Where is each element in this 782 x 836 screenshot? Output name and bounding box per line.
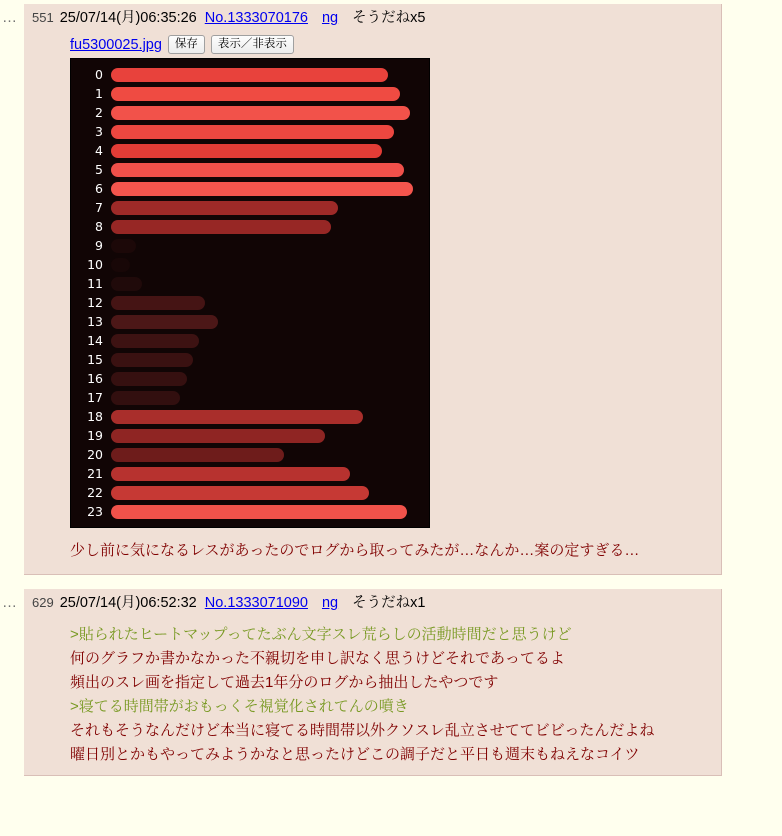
heatmap-figure	[70, 58, 430, 528]
heatmap-row	[73, 274, 425, 293]
heatmap-row-label: 17	[87, 390, 103, 405]
heatmap-row	[73, 464, 425, 483]
heatmap-row-label: 21	[87, 466, 103, 481]
heatmap-bar	[111, 315, 218, 329]
heatmap-row-label: 2	[95, 105, 103, 120]
heatmap-row	[73, 445, 425, 464]
heatmap-bar	[111, 410, 363, 424]
post-sodane-count: そうだねx1	[352, 595, 426, 611]
heatmap-bar	[111, 258, 130, 272]
heatmap-row	[73, 350, 425, 369]
body-line: 頻出のスレ画を指定して過去1年分のログから抽出したやつです	[70, 674, 499, 691]
post-date: 25/07/14(月)06:52:32	[59, 595, 197, 611]
heatmap-row-label: 4	[95, 143, 103, 158]
file-name-link[interactable]: fu5300025.jpg	[70, 36, 162, 53]
heatmap-row	[73, 103, 425, 122]
heatmap-bar	[111, 87, 400, 101]
heatmap-row-label: 19	[87, 428, 103, 443]
heatmap-row-label: 9	[95, 238, 103, 253]
heatmap-row-label: 5	[95, 162, 103, 177]
heatmap-row	[73, 141, 425, 160]
heatmap-row	[73, 331, 425, 350]
heatmap-row-label: 8	[95, 219, 103, 234]
heatmap-row	[73, 122, 425, 141]
heatmap-bar	[111, 296, 205, 310]
post-id-link[interactable]: No.1333070176	[204, 10, 308, 26]
heatmap-row	[73, 483, 425, 502]
heatmap-row-label: 18	[87, 409, 103, 424]
heatmap-row	[73, 179, 425, 198]
heatmap-row	[73, 388, 425, 407]
heatmap-bar	[111, 182, 413, 196]
heatmap-row	[73, 293, 425, 312]
heatmap-bar	[111, 68, 388, 82]
heatmap-row	[73, 369, 425, 388]
heatmap-bar	[111, 277, 142, 291]
heatmap-bar	[111, 486, 369, 500]
heatmap-bar	[111, 372, 187, 386]
post-ng-link[interactable]: ng	[321, 595, 339, 611]
save-button[interactable]: 保存	[168, 35, 205, 54]
heatmap-row-label: 1	[95, 86, 103, 101]
heatmap-row-label: 11	[87, 276, 103, 291]
post-number: 551	[32, 10, 54, 25]
heatmap-row	[73, 236, 425, 255]
heatmap-row-label: 6	[95, 181, 103, 196]
post-551	[2, 4, 722, 575]
heatmap-bar	[111, 448, 284, 462]
heatmap-row-label: 15	[87, 352, 103, 367]
heatmap-bar	[111, 353, 193, 367]
heatmap-row-label: 23	[87, 504, 103, 519]
post-header	[32, 593, 713, 613]
heatmap-row-label: 3	[95, 124, 103, 139]
body-line: 曜日別とかもやってみようかなと思ったけどこの調子だと平日も週末もねえなコイツ	[70, 746, 640, 763]
heatmap-bar	[111, 391, 180, 405]
heatmap-row-label: 14	[87, 333, 103, 348]
heatmap-bar	[111, 163, 404, 177]
post-sodane-count: そうだねx5	[352, 10, 426, 26]
file-line	[70, 35, 713, 54]
heatmap-row-label: 13	[87, 314, 103, 329]
heatmap-bar	[111, 144, 382, 158]
heatmap-bar	[111, 429, 325, 443]
heatmap-bar	[111, 334, 199, 348]
toggle-visibility-button[interactable]: 表示／非表示	[211, 35, 294, 54]
post-menu-dots[interactable]: …	[2, 9, 18, 26]
quote-line: >寝てる時間帯がおもっくそ視覚化されてんの噴き	[70, 698, 409, 715]
heatmap-row	[73, 255, 425, 274]
heatmap-row-label: 20	[87, 447, 103, 462]
heatmap-row	[73, 217, 425, 236]
heatmap-bar	[111, 505, 407, 519]
heatmap-row	[73, 312, 425, 331]
heatmap-bar	[111, 125, 394, 139]
heatmap-row	[73, 426, 425, 445]
heatmap-row-label: 16	[87, 371, 103, 386]
heatmap-row-label: 0	[95, 67, 103, 82]
post-id-link[interactable]: No.1333071090	[204, 595, 308, 611]
heatmap-bar	[111, 106, 410, 120]
post-number: 629	[32, 595, 54, 610]
heatmap-row	[73, 502, 425, 521]
post-body	[70, 623, 713, 767]
heatmap-bar	[111, 467, 350, 481]
post-629	[2, 589, 722, 776]
heatmap-bar	[111, 239, 136, 253]
heatmap-row-label: 7	[95, 200, 103, 215]
heatmap-row-label: 22	[87, 485, 103, 500]
heatmap-bar	[111, 220, 331, 234]
post-date: 25/07/14(月)06:35:26	[59, 10, 197, 26]
body-line: 何のグラフか書かなかった不親切を申し訳なく思うけどそれであってるよ	[70, 650, 565, 667]
post-menu-dots[interactable]: …	[2, 594, 18, 611]
post-ng-link[interactable]: ng	[321, 10, 339, 26]
heatmap-row	[73, 407, 425, 426]
heatmap-row	[73, 65, 425, 84]
post-header	[32, 8, 713, 28]
heatmap-row-label: 12	[87, 295, 103, 310]
heatmap-row-label: 10	[87, 257, 103, 272]
heatmap-row	[73, 198, 425, 217]
heatmap-row	[73, 84, 425, 103]
quote-line: >貼られたヒートマップってたぶん文字スレ荒らしの活動時間だと思うけど	[70, 626, 572, 643]
body-line: それもそうなんだけど本当に寝てる時間帯以外クソスレ乱立させててビビったんだよね	[70, 722, 655, 739]
post-comment: 少し前に気になるレスがあったのでログから取ってみたが…なんか…案の定すぎる…	[70, 542, 640, 559]
heatmap-bar	[111, 201, 338, 215]
heatmap-row	[73, 160, 425, 179]
